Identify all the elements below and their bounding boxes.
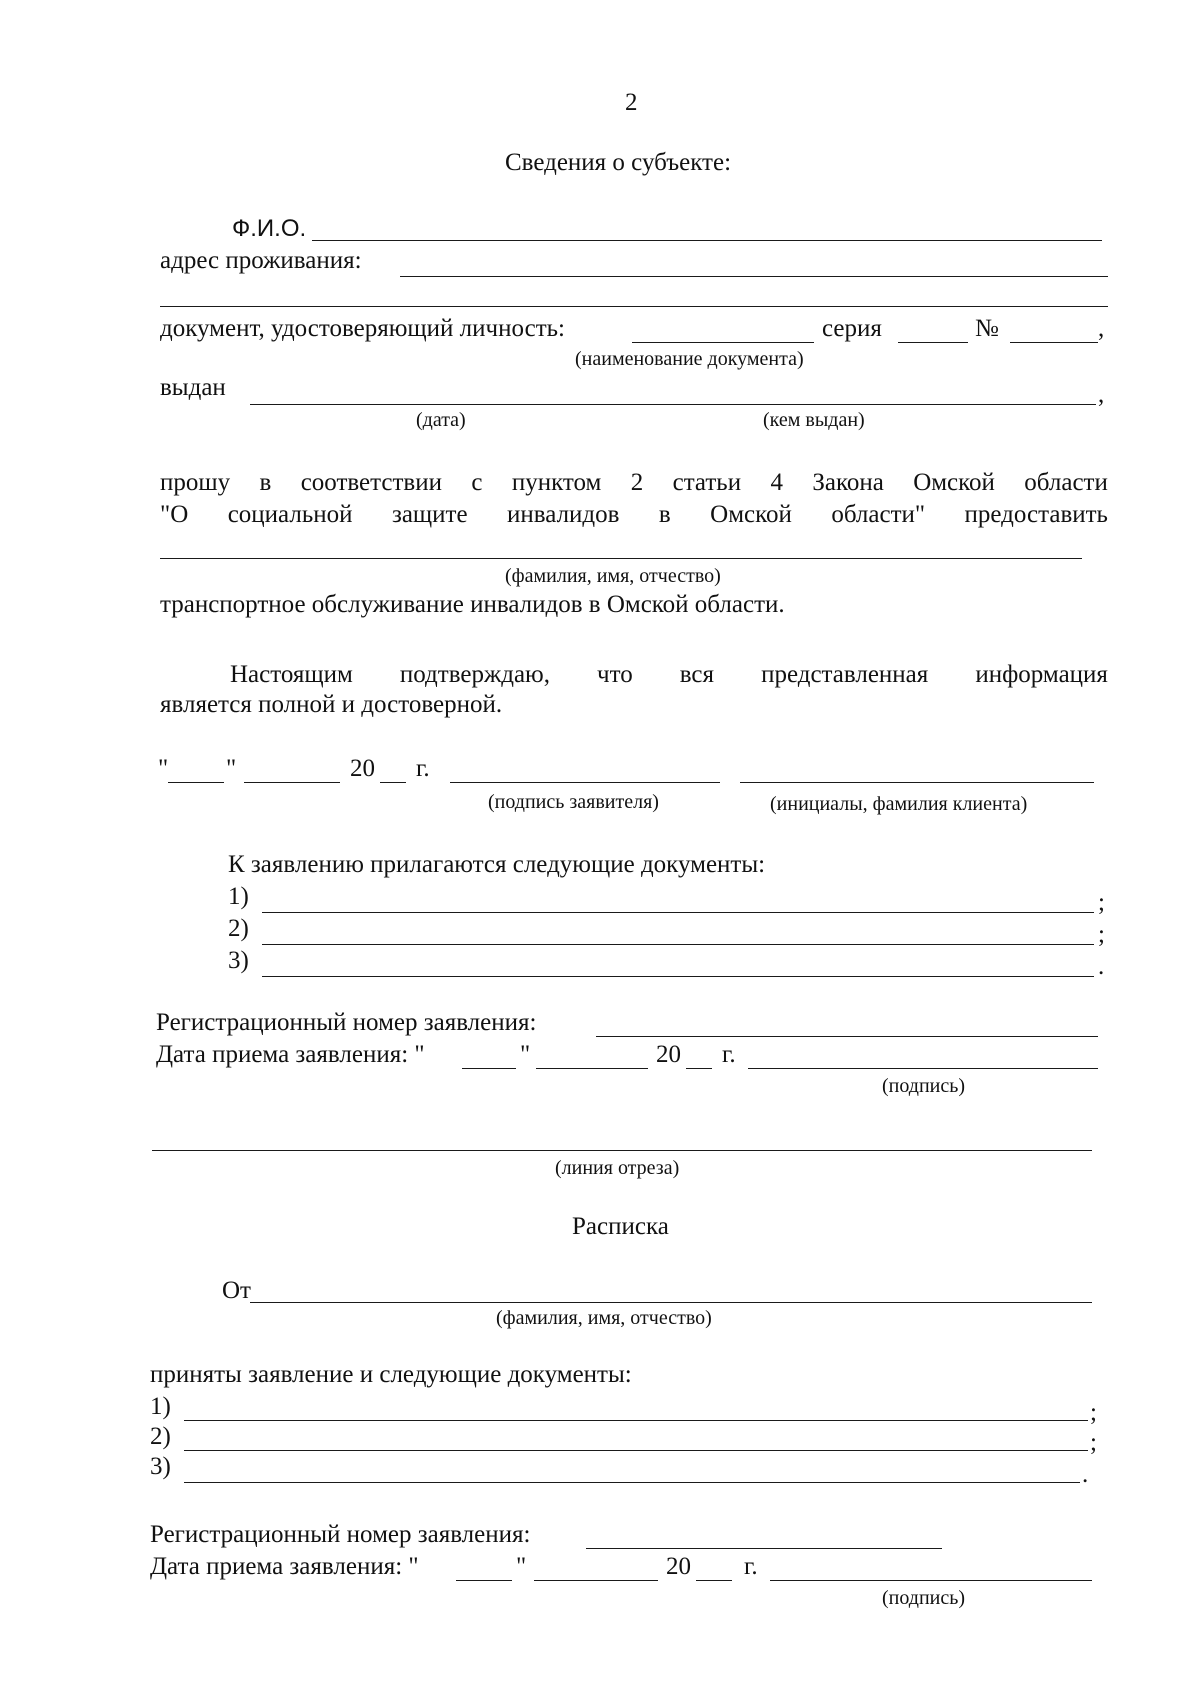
request-word: области" — [831, 501, 926, 528]
receipt-signature-line[interactable] — [770, 1580, 1092, 1581]
issued-label: выдан — [160, 374, 226, 401]
receipt-registration-number-line[interactable] — [586, 1548, 942, 1549]
number-label: № — [975, 315, 999, 342]
id-document-label: документ, удостоверяющий личность: — [160, 315, 565, 342]
application-date-quote-close: " — [520, 1041, 531, 1068]
receipt-year-prefix: 20 — [666, 1553, 691, 1580]
day-field-line[interactable] — [168, 782, 224, 783]
receipt-item-line-1[interactable] — [184, 1420, 1088, 1421]
request-text-line-1 — [160, 468, 1108, 498]
confirmation-line-2: является полной и достоверной. — [160, 691, 503, 718]
request-word: Омской — [710, 501, 792, 528]
registration-number-label: Регистрационный номер заявления: — [156, 1009, 537, 1036]
request-word: Омской — [913, 469, 995, 496]
receipt-month-line[interactable] — [534, 1580, 658, 1581]
applicant-signature-caption: (подпись заявителя) — [488, 791, 659, 813]
cut-line-caption: (линия отреза) — [555, 1157, 680, 1179]
request-word: прошу — [160, 469, 231, 496]
id-document-comma: , — [1098, 315, 1105, 342]
receipt-signature-caption: (подпись) — [882, 1587, 966, 1609]
confirmation-word: информация — [975, 661, 1108, 688]
issued-by-caption: (кем выдан) — [763, 409, 865, 431]
cut-line — [152, 1150, 1092, 1151]
confirmation-word: вся — [679, 661, 715, 688]
request-text-line-3: транспортное обслуживание инвалидов в Омской области. — [160, 591, 785, 618]
request-word: "О — [160, 501, 189, 528]
attachments-heading: К заявлению прилагаются следующие документы: — [228, 851, 766, 878]
request-word: защите — [391, 501, 468, 528]
application-month-line[interactable] — [536, 1068, 648, 1069]
request-text-line-2 — [160, 500, 1108, 530]
registrar-signature-caption: (подпись) — [882, 1075, 966, 1097]
receipt-day-line[interactable] — [456, 1580, 512, 1581]
month-field-line[interactable] — [244, 782, 340, 783]
receipt-year-suffix: г. — [744, 1553, 758, 1580]
address-field-line[interactable] — [400, 276, 1108, 277]
request-word: предоставить — [964, 501, 1108, 528]
receipt-item-number-3: 3) — [150, 1453, 171, 1480]
fio-field-line[interactable] — [312, 240, 1102, 241]
issued-comma: , — [1098, 381, 1105, 408]
fio-label: Ф.И.О. — [232, 215, 307, 242]
series-label: серия — [822, 315, 882, 342]
request-word: пунктом — [511, 469, 602, 496]
beneficiary-fio-caption: (фамилия, имя, отчество) — [505, 565, 721, 587]
attachment-line-3[interactable] — [262, 976, 1094, 977]
application-year-prefix: 20 — [656, 1041, 681, 1068]
request-word: 4 — [770, 469, 783, 496]
client-initials-caption: (инициалы, фамилия клиента) — [770, 793, 1028, 815]
receipt-item-end-2: ; — [1090, 1429, 1097, 1456]
receipt-accepted-label: приняты заявление и следующие документы: — [150, 1361, 632, 1388]
request-word: с — [471, 469, 483, 496]
client-initials-line[interactable] — [740, 782, 1094, 783]
year-suffix: г. — [416, 755, 430, 782]
applicant-signature-line[interactable] — [450, 782, 720, 783]
page-number: 2 — [625, 89, 638, 116]
registration-number-line[interactable] — [596, 1036, 1098, 1037]
attachment-number-2: 2) — [228, 915, 249, 942]
receipt-fio-caption: (фамилия, имя, отчество) — [496, 1307, 712, 1329]
receipt-item-end-3: . — [1082, 1461, 1089, 1488]
attachment-number-3: 3) — [228, 947, 249, 974]
section-title: Сведения о субъекте: — [505, 149, 732, 176]
document-name-caption: (наименование документа) — [575, 348, 804, 370]
request-word: социальной — [227, 501, 353, 528]
address-field-line-2[interactable] — [160, 306, 1108, 307]
id-document-name-line[interactable] — [632, 342, 814, 343]
receipt-from-label: От — [222, 1277, 251, 1304]
receipt-item-number-1: 1) — [150, 1393, 171, 1420]
application-year-line[interactable] — [686, 1068, 712, 1069]
receipt-date-label: Дата приема заявления: " — [150, 1553, 419, 1580]
receipt-item-number-2: 2) — [150, 1423, 171, 1450]
receipt-item-end-1: ; — [1090, 1399, 1097, 1426]
year-field-line[interactable] — [380, 782, 406, 783]
receipt-item-line-2[interactable] — [184, 1450, 1088, 1451]
receipt-year-line[interactable] — [696, 1580, 732, 1581]
attachment-line-2[interactable] — [262, 944, 1094, 945]
application-year-suffix: г. — [722, 1041, 736, 1068]
beneficiary-fio-line[interactable] — [160, 558, 1082, 559]
attachment-end-1: ; — [1098, 889, 1105, 916]
request-word: 2 — [630, 469, 644, 496]
application-day-line[interactable] — [462, 1068, 516, 1069]
receipt-registration-number-label: Регистрационный номер заявления: — [150, 1521, 531, 1548]
date-quote-close: " — [226, 755, 237, 782]
attachment-end-2: ; — [1098, 921, 1105, 948]
request-word: статьи — [672, 469, 742, 496]
date-quote-open: " — [158, 755, 169, 782]
attachment-line-1[interactable] — [262, 912, 1094, 913]
attachment-end-3: . — [1098, 953, 1105, 980]
attachment-number-1: 1) — [228, 883, 249, 910]
series-field-line[interactable] — [898, 342, 968, 343]
request-word: в — [259, 469, 272, 496]
confirmation-word: что — [597, 661, 633, 688]
receipt-date-quote-close: " — [516, 1553, 527, 1580]
number-field-line[interactable] — [1010, 342, 1098, 343]
request-word: инвалидов — [507, 501, 620, 528]
confirmation-word: Настоящим — [230, 661, 353, 688]
request-word: Закона — [812, 469, 884, 496]
date-caption: (дата) — [416, 409, 466, 431]
year-prefix: 20 — [350, 755, 375, 782]
receipt-title: Расписка — [572, 1213, 669, 1240]
confirmation-line-1 — [230, 660, 1108, 690]
receipt-from-line[interactable] — [250, 1302, 1092, 1303]
request-word: соответствии — [300, 469, 442, 496]
receipt-item-line-3[interactable] — [184, 1482, 1080, 1483]
request-word: в — [658, 501, 671, 528]
confirmation-word: представленная — [761, 661, 929, 688]
application-date-label: Дата приема заявления: " — [156, 1041, 425, 1068]
request-word: области — [1024, 469, 1108, 496]
issued-field-line[interactable] — [250, 404, 1096, 405]
confirmation-word: подтверждаю, — [399, 661, 550, 688]
registrar-signature-line[interactable] — [748, 1068, 1098, 1069]
address-label: адрес проживания: — [160, 247, 362, 274]
